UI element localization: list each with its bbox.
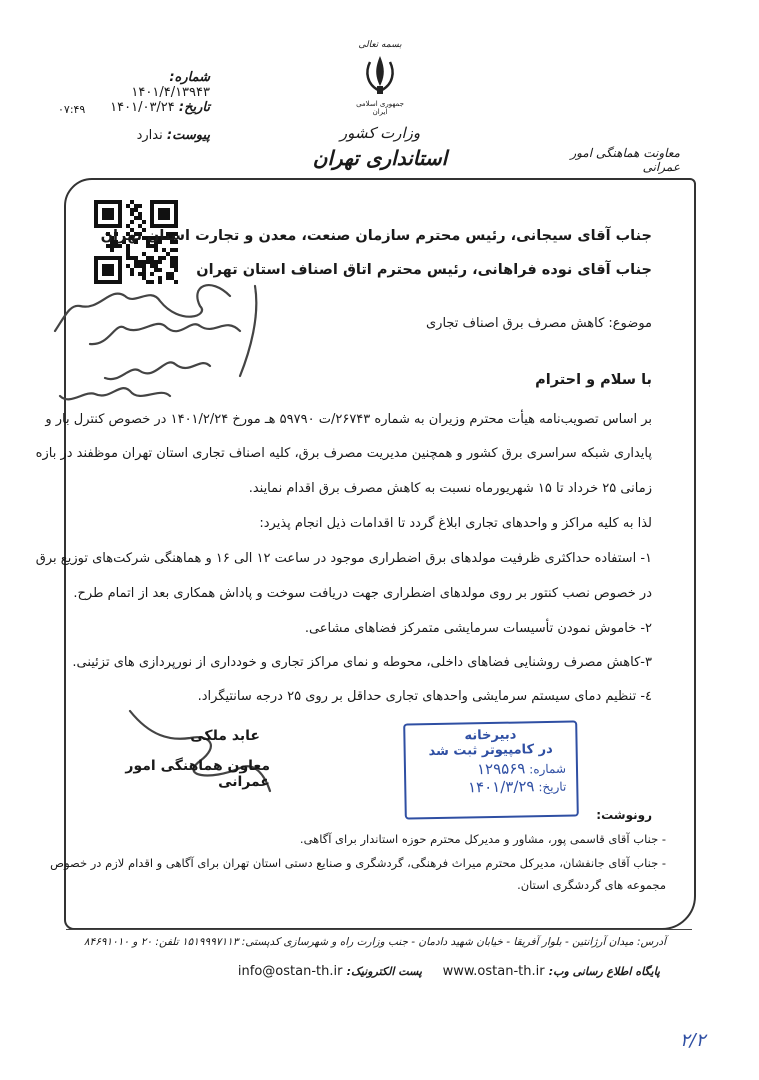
letter-date: تاریخ: ۱۴۰۱/۰۳/۲۴ xyxy=(110,100,210,115)
list-item: ۲- خاموش نمودن تأسیسات سرمایشی متمرکز فضاهای مشاعی. xyxy=(304,621,652,636)
footer-divider xyxy=(66,929,692,930)
instruction-line: لذا به کلیه مراکز و واحدهای تجاری ابلاغ گردد تا اقدامات ذیل انجام پذیرد: xyxy=(259,516,652,531)
deputy-office: معاونت هماهنگی امور عمرانی xyxy=(570,146,680,174)
letter-time: ۰۷:۴۹ xyxy=(58,103,86,116)
body-line-2: پایداری شبکه سراسری برق کشور و همچنین مدیریت مصرف برق، کلیه اصناف تجاری استان تهران موظفند در بازه xyxy=(35,446,652,461)
signatory-name: عابد ملکی xyxy=(190,728,260,744)
greeting: با سلام و احترام xyxy=(535,372,652,388)
list-item: ٤- تنظیم دمای سیستم سرمایشی واحدهای تجاری حداقل بر روی ۲۵ درجه سانتیگراد. xyxy=(197,689,652,704)
stamp-number: شماره: ۱۲۹۵۶۹ xyxy=(476,759,567,779)
footer-address: آدرس: میدان آرژانتین - بلوار آفریقا - خیابان شهید دادمان - جنب وزارت راه و شهرسازی کدپستی: ۱۵۱۹۹۹۷۱۱۳ تلفن: ۲۰ و ۸۴۶۹۱۰۱۰ xyxy=(83,936,666,948)
letter-attachment: پیوست: ندارد xyxy=(136,128,210,143)
cc-title: رونوشت: xyxy=(596,808,652,822)
cc-line: مجموعه های گردشگری استان. xyxy=(517,878,666,892)
iran-emblem-icon xyxy=(362,52,398,96)
body-line-1: بر اساس تصویب‌نامه هیأت محترم وزیران به شماره ۲۶۷۴۳/ت ۵۹۷۹۰ هـ مورخ ۱۴۰۱/۲/۲۴ در خصوص کنترل بار و xyxy=(45,412,652,427)
body-line-3: زمانی ۲۵ خرداد تا ۱۵ شهریورماه نسبت به کاهش مصرف برق اقدام نمایند. xyxy=(248,481,652,496)
list-item: ۱- استفاده حداکثری ظرفیت مولدهای برق اضطراری موجود در ساعت ۱۲ الی ۱۶ و هماهنگی شرکت‌های توزیع برق xyxy=(35,551,652,566)
ministry-name: وزارت کشور xyxy=(339,124,421,142)
signatory-title: معاون هماهنگی امور عمرانی xyxy=(125,758,270,790)
subject: موضوع: کاهش مصرف برق اصناف تجاری xyxy=(425,316,652,331)
recipient-2: جناب آقای نوده فراهانی، رئیس محترم اتاق اصناف استان تهران xyxy=(196,262,652,278)
email-link[interactable]: info@ostan-th.ir xyxy=(237,964,343,979)
stamp-date: تاریخ: ۱۴۰۱/۳/۲۹ xyxy=(467,777,567,797)
basmala: بسمه تعالی xyxy=(358,40,402,50)
website-link[interactable]: www.ostan-th.ir xyxy=(442,964,545,979)
governorate-name: استانداری تهران xyxy=(312,146,448,170)
letterhead-emblem xyxy=(350,40,410,116)
republic-name: جمهوری اسلامی ایران xyxy=(356,100,404,116)
list-item: ۳-کاهش مصرف روشنایی فضاهای داخلی، محوطه و نمای مراکز تجاری و خودداری از نورپردازی های تزئینی. xyxy=(72,655,652,670)
cc-line: - جناب آقای جانفشان، مدیرکل محترم میراث فرهنگی، گردشگری و صنایع دستی استان تهران برای آگاهی و اقدام لازم در خصوص xyxy=(50,856,666,870)
letter-number: شماره: ۱۴۰۱/۴/۱۳۹۴۳ xyxy=(131,70,210,100)
registration-stamp: دبیرخانه در کامپیوتر ثبت شد شماره: ۱۲۹۵۶۹ تاریخ: ۱۴۰۱/۳/۲۹ xyxy=(403,720,579,819)
footer-contacts: پایگاه اطلاع رسانی وب: www.ostan-th.ir پست الکترونیک: info@ostan-th.ir xyxy=(237,964,660,979)
page-mark: ۲/۲ xyxy=(680,1030,706,1051)
list-item: در خصوص نصب کنتور بر روی مولدهای اضطراری جهت دریافت سوخت و پاداش همکاری بعد از اتمام طرح. xyxy=(73,586,652,601)
cc-line: - جناب آقای قاسمی پور، مشاور و مدیرکل محترم حوزه استاندار برای آگاهی. xyxy=(299,832,666,846)
recipient-1: جناب آقای سیجانی، رئیس محترم سازمان صنعت، معدن و تجارت استان تهران xyxy=(100,228,652,244)
handwritten-note xyxy=(40,256,280,416)
